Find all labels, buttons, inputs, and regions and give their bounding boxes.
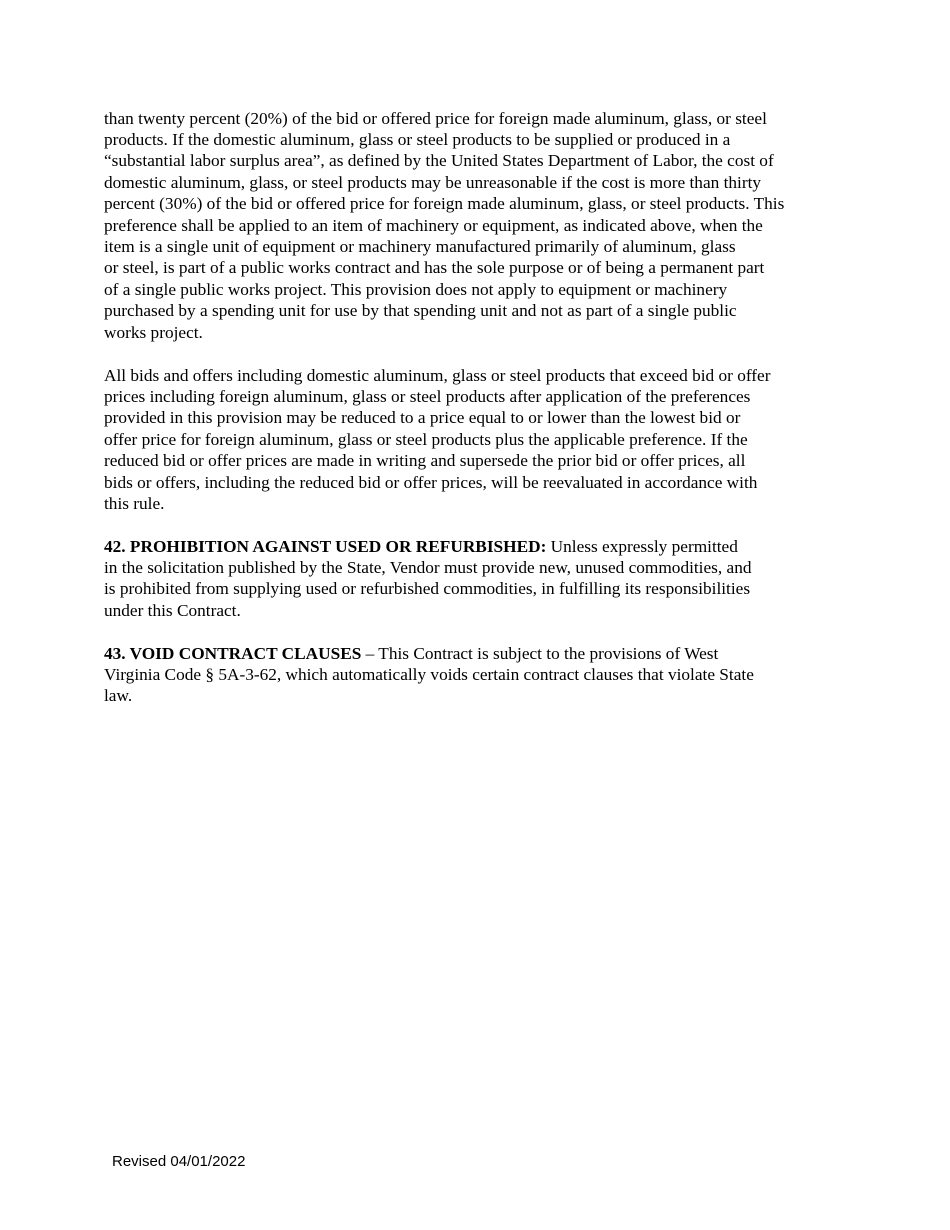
section-42-line: under this Contract. — [104, 600, 241, 620]
section-43-first-line — [104, 643, 718, 664]
section-43-heading: 43. VOID CONTRACT CLAUSES — [104, 643, 362, 663]
section-43-text: – This Contract is subject to the provisions of West — [361, 643, 719, 663]
paragraph-line: purchased by a spending unit for use by that spending unit and not as part of a single public — [104, 301, 737, 321]
section-43-line: Virginia Code § 5A-3-62, which automatically voids certain contract clauses that violate State — [104, 664, 754, 684]
paragraph-line: prices including foreign aluminum, glass or steel products after application of the preferences — [104, 386, 751, 406]
paragraph-line: offer price for foreign aluminum, glass or steel products plus the applicable preference. If the — [104, 429, 748, 449]
paragraph-line: of a single public works project. This provision does not apply to equipment or machinery — [104, 279, 728, 299]
section-42-text: Unless expressly permitted — [546, 536, 738, 556]
paragraph-line: reduced bid or offer prices are made in writing and supersede the prior bid or offer prices, all — [104, 451, 746, 471]
paragraph-line: than twenty percent (20%) of the bid or offered price for foreign made aluminum, glass, or steel — [104, 108, 767, 128]
paragraph-line: works project. — [104, 322, 203, 342]
section-42-first-line — [104, 536, 738, 557]
section-43-line: law. — [104, 686, 133, 706]
paragraph-line: provided in this provision may be reduced to a price equal to or lower than the lowest bid or — [104, 408, 741, 428]
revised-date-footer: Revised 04/01/2022 — [112, 1153, 246, 1170]
paragraph-line: item is a single unit of equipment or machinery manufactured primarily of aluminum, glass — [104, 236, 736, 256]
section-42-heading: 42. PROHIBITION AGAINST USED OR REFURBISHED: — [104, 536, 547, 556]
paragraph-line: All bids and offers including domestic aluminum, glass or steel products that exceed bid or offer — [104, 365, 771, 385]
paragraph-line: domestic aluminum, glass, or steel products may be unreasonable if the cost is more than thirty — [104, 172, 762, 192]
paragraph-line: products. If the domestic aluminum, glass or steel products to be supplied or produced in a — [104, 129, 731, 149]
paragraph-line: bids or offers, including the reduced bid or offer prices, will be reevaluated in accordance with — [104, 472, 758, 492]
section-42-line: is prohibited from supplying used or refurbished commodities, in fulfilling its responsibilities — [104, 579, 751, 599]
paragraph-line: preference shall be applied to an item of machinery or equipment, as indicated above, when the — [104, 215, 763, 235]
paragraph-line: percent (30%) of the bid or offered price for foreign made aluminum, glass, or steel products. This — [104, 194, 785, 214]
paragraph-line: “substantial labor surplus area”, as defined by the United States Department of Labor, the cost of — [104, 151, 774, 171]
paragraph-line: this rule. — [104, 493, 165, 513]
section-42-line: in the solicitation published by the State, Vendor must provide new, unused commodities, and — [104, 557, 752, 577]
paragraph-line: or steel, is part of a public works contract and has the sole purpose or of being a permanent part — [104, 258, 765, 278]
